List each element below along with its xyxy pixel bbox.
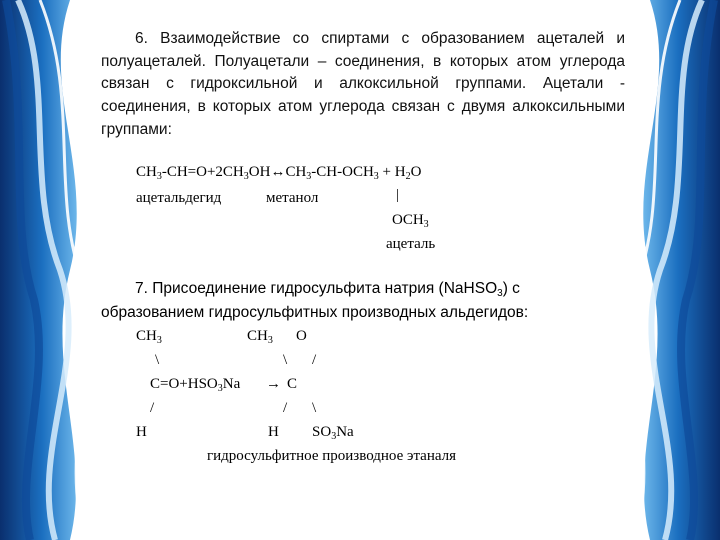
label-acetaldehyde: ацетальдегид xyxy=(136,190,222,206)
reaction-acetal-equation xyxy=(136,164,421,182)
label-acetal: ацеталь xyxy=(386,236,436,252)
hydrogen-right: H xyxy=(268,424,279,440)
right-decorative-frame xyxy=(624,0,720,540)
text-part: 7. Присоединение гидросульфита натрия (NaHSO xyxy=(135,280,498,297)
bond-slash: / xyxy=(150,400,155,416)
subscript: 3 xyxy=(156,335,162,346)
formula-part: CH xyxy=(136,328,157,344)
formula-part: -CH-OCH xyxy=(311,164,374,180)
slide-content xyxy=(101,28,625,141)
bond-backslash: \ xyxy=(312,400,317,416)
subscript: 3 xyxy=(331,431,337,442)
subscript: 3 xyxy=(373,171,379,182)
reaction-arrow: → xyxy=(266,376,281,392)
formula-part: CH xyxy=(285,164,307,180)
bond-slash: / xyxy=(283,400,288,416)
paragraph-6: 6. Взаимодействие со спиртами с образованием ацеталей и полуацеталей. Полуацетали – соединения, в которых атом углерода связан с гидроксильной и алкоксильной группами. Ацетали - соединения, в которых атом углерода связан с двумя алкоксильными группами: xyxy=(101,30,625,138)
subscript: 3 xyxy=(156,171,162,182)
sulfonate-group xyxy=(312,424,354,442)
subscript: 3 xyxy=(306,171,312,182)
formula-part: OH xyxy=(248,164,271,180)
formula-part: O xyxy=(410,164,422,180)
formula-part: SO xyxy=(312,424,332,440)
reaction2-row3 xyxy=(150,376,240,394)
paragraph-7-line-2: образованием гидросульфитных производных альдегидов: xyxy=(101,304,529,321)
bond-slash: / xyxy=(312,352,317,368)
subscript: 2 xyxy=(405,171,411,182)
reaction2-oxygen: O xyxy=(296,328,307,344)
bond-vertical: | xyxy=(396,187,400,203)
left-decorative-frame xyxy=(0,0,96,540)
reaction2-carbon: C xyxy=(287,376,298,392)
bond-backslash: \ xyxy=(155,352,160,368)
subscript: 3 xyxy=(497,288,503,299)
formula-part: CH xyxy=(247,328,268,344)
text-part: ) с xyxy=(502,280,520,297)
formula-part: OCH xyxy=(392,212,424,228)
formula-part: CH xyxy=(136,164,157,180)
subscript: 3 xyxy=(423,219,429,230)
formula-part: C=O+HSO xyxy=(150,376,218,392)
subscript: 3 xyxy=(217,383,223,394)
formula-part: + H xyxy=(378,164,406,180)
formula-part: Na xyxy=(222,376,241,392)
equilibrium-arrow: ↔ xyxy=(270,164,286,180)
subscript: 3 xyxy=(267,335,273,346)
bond-backslash: \ xyxy=(283,352,288,368)
subscript: 3 xyxy=(243,171,249,182)
hydrogen-left: H xyxy=(136,424,147,440)
paragraph-7-text xyxy=(135,280,520,299)
methoxy-group xyxy=(392,212,429,230)
formula-part: -CH=O+2CH xyxy=(161,164,244,180)
label-methanol: метанол xyxy=(266,190,319,206)
reaction2-row1 xyxy=(136,328,162,346)
paragraph-7-line-1 xyxy=(135,280,625,299)
caption-bisulfite-derivative: гидросульфитное производное этаналя xyxy=(207,448,457,464)
reaction2-row1-b xyxy=(247,328,273,346)
formula-part: Na xyxy=(336,424,354,440)
